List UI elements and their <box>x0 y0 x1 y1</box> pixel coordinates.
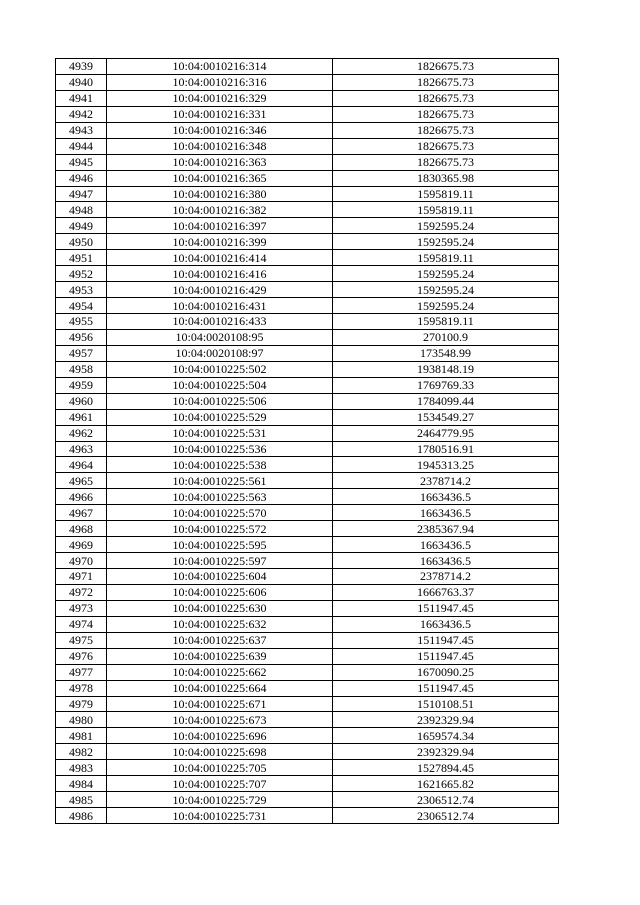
row-number-cell: 4986 <box>56 808 107 824</box>
value-cell: 1826675.73 <box>333 154 559 170</box>
cadastral-number-cell: 10:04:0010225:698 <box>107 744 333 760</box>
value-cell: 1592595.24 <box>333 298 559 314</box>
value-cell: 1784099.44 <box>333 393 559 409</box>
cadastral-number-cell: 10:04:0020108:95 <box>107 329 333 345</box>
cadastral-number-cell: 10:04:0010225:630 <box>107 600 333 616</box>
cadastral-number-cell: 10:04:0010216:329 <box>107 90 333 106</box>
value-cell: 1621665.82 <box>333 776 559 792</box>
cadastral-number-cell: 10:04:0010225:529 <box>107 409 333 425</box>
row-number-cell: 4944 <box>56 138 107 154</box>
row-number-cell: 4940 <box>56 74 107 90</box>
value-cell: 1534549.27 <box>333 409 559 425</box>
value-cell: 2378714.2 <box>333 473 559 489</box>
value-cell: 1826675.73 <box>333 59 559 75</box>
value-cell: 1592595.24 <box>333 266 559 282</box>
table-row <box>56 154 559 170</box>
value-cell: 1826675.73 <box>333 122 559 138</box>
cadastral-number-cell: 10:04:0010225:538 <box>107 457 333 473</box>
row-number-cell: 4985 <box>56 792 107 808</box>
row-number-cell: 4957 <box>56 345 107 361</box>
row-number-cell: 4946 <box>56 170 107 186</box>
cadastral-number-cell: 10:04:0010225:595 <box>107 537 333 553</box>
cadastral-number-cell: 10:04:0010225:662 <box>107 664 333 680</box>
cadastral-number-cell: 10:04:0010225:570 <box>107 505 333 521</box>
cadastral-number-cell: 10:04:0010225:664 <box>107 680 333 696</box>
table-row <box>56 473 559 489</box>
cadastral-number-cell: 10:04:0010225:731 <box>107 808 333 824</box>
cadastral-number-cell: 10:04:0010225:531 <box>107 425 333 441</box>
value-cell: 1510108.51 <box>333 696 559 712</box>
value-cell: 173548.99 <box>333 345 559 361</box>
table-row <box>56 329 559 345</box>
cadastral-number-cell: 10:04:0010216:433 <box>107 314 333 330</box>
cadastral-number-cell: 10:04:0010216:431 <box>107 298 333 314</box>
row-number-cell: 4982 <box>56 744 107 760</box>
value-cell: 1595819.11 <box>333 250 559 266</box>
row-number-cell: 4979 <box>56 696 107 712</box>
value-cell: 1595819.11 <box>333 186 559 202</box>
cadastral-number-cell: 10:04:0010225:597 <box>107 553 333 569</box>
table-row <box>56 553 559 569</box>
table-row <box>56 59 559 75</box>
table-row <box>56 696 559 712</box>
table-row <box>56 106 559 122</box>
cadastral-number-cell: 10:04:0010216:348 <box>107 138 333 154</box>
row-number-cell: 4964 <box>56 457 107 473</box>
table-row <box>56 489 559 505</box>
cadastral-number-cell: 10:04:0010225:673 <box>107 712 333 728</box>
table-row <box>56 521 559 537</box>
cadastral-number-cell: 10:04:0010216:399 <box>107 234 333 250</box>
row-number-cell: 4962 <box>56 425 107 441</box>
cadastral-number-cell: 10:04:0010225:563 <box>107 489 333 505</box>
row-number-cell: 4968 <box>56 521 107 537</box>
table-row <box>56 648 559 664</box>
cadastral-number-cell: 10:04:0010225:502 <box>107 361 333 377</box>
table-row <box>56 298 559 314</box>
cadastral-number-cell: 10:04:0010225:729 <box>107 792 333 808</box>
cadastral-number-cell: 10:04:0010225:504 <box>107 377 333 393</box>
value-cell: 1945313.25 <box>333 457 559 473</box>
cadastral-number-cell: 10:04:0010216:365 <box>107 170 333 186</box>
table-row <box>56 505 559 521</box>
table-row <box>56 808 559 824</box>
cadastral-number-cell: 10:04:0010216:382 <box>107 202 333 218</box>
table-row <box>56 74 559 90</box>
table-row <box>56 632 559 648</box>
row-number-cell: 4969 <box>56 537 107 553</box>
cadastral-number-cell: 10:04:0010216:414 <box>107 250 333 266</box>
value-cell: 1663436.5 <box>333 553 559 569</box>
value-cell: 1659574.34 <box>333 728 559 744</box>
table-row <box>56 409 559 425</box>
value-cell: 270100.9 <box>333 329 559 345</box>
table-row <box>56 393 559 409</box>
cadastral-number-cell: 10:04:0010225:707 <box>107 776 333 792</box>
row-number-cell: 4976 <box>56 648 107 664</box>
row-number-cell: 4983 <box>56 760 107 776</box>
value-cell: 1511947.45 <box>333 680 559 696</box>
table-row <box>56 441 559 457</box>
cadastral-number-cell: 10:04:0010225:536 <box>107 441 333 457</box>
row-number-cell: 4970 <box>56 553 107 569</box>
row-number-cell: 4939 <box>56 59 107 75</box>
row-number-cell: 4981 <box>56 728 107 744</box>
value-cell: 1826675.73 <box>333 74 559 90</box>
cadastral-number-cell: 10:04:0010216:429 <box>107 282 333 298</box>
value-cell: 1938148.19 <box>333 361 559 377</box>
cadastral-number-cell: 10:04:0010216:380 <box>107 186 333 202</box>
cadastral-number-cell: 10:04:0010216:314 <box>107 59 333 75</box>
table-row <box>56 728 559 744</box>
cadastral-number-cell: 10:04:0010225:506 <box>107 393 333 409</box>
value-cell: 1511947.45 <box>333 632 559 648</box>
row-number-cell: 4980 <box>56 712 107 728</box>
row-number-cell: 4943 <box>56 122 107 138</box>
row-number-cell: 4961 <box>56 409 107 425</box>
cadastral-number-cell: 10:04:0010225:671 <box>107 696 333 712</box>
cadastral-number-cell: 10:04:0010225:561 <box>107 473 333 489</box>
value-cell: 1592595.24 <box>333 234 559 250</box>
row-number-cell: 4960 <box>56 393 107 409</box>
value-cell: 1595819.11 <box>333 202 559 218</box>
row-number-cell: 4947 <box>56 186 107 202</box>
value-cell: 1670090.25 <box>333 664 559 680</box>
row-number-cell: 4942 <box>56 106 107 122</box>
row-number-cell: 4955 <box>56 314 107 330</box>
table-row <box>56 345 559 361</box>
cadastral-number-cell: 10:04:0020108:97 <box>107 345 333 361</box>
table-row <box>56 314 559 330</box>
table-row <box>56 664 559 680</box>
value-cell: 1826675.73 <box>333 106 559 122</box>
row-number-cell: 4975 <box>56 632 107 648</box>
table-row <box>56 90 559 106</box>
value-cell: 1663436.5 <box>333 616 559 632</box>
table-row <box>56 218 559 234</box>
row-number-cell: 4965 <box>56 473 107 489</box>
table-row <box>56 569 559 585</box>
value-cell: 1769769.33 <box>333 377 559 393</box>
value-cell: 1826675.73 <box>333 138 559 154</box>
row-number-cell: 4956 <box>56 329 107 345</box>
table-row <box>56 377 559 393</box>
value-cell: 1663436.5 <box>333 489 559 505</box>
data-table <box>55 58 559 824</box>
value-cell: 2306512.74 <box>333 792 559 808</box>
document-page <box>55 58 558 824</box>
table-row <box>56 170 559 186</box>
cadastral-number-cell: 10:04:0010216:316 <box>107 74 333 90</box>
table-row <box>56 792 559 808</box>
table-row <box>56 266 559 282</box>
cadastral-number-cell: 10:04:0010225:637 <box>107 632 333 648</box>
value-cell: 1511947.45 <box>333 648 559 664</box>
cadastral-number-cell: 10:04:0010216:331 <box>107 106 333 122</box>
table-row <box>56 600 559 616</box>
cadastral-number-cell: 10:04:0010225:632 <box>107 616 333 632</box>
table-row <box>56 616 559 632</box>
table-row <box>56 186 559 202</box>
data-table-body <box>56 59 559 824</box>
table-row <box>56 744 559 760</box>
cadastral-number-cell: 10:04:0010225:696 <box>107 728 333 744</box>
value-cell: 1592595.24 <box>333 282 559 298</box>
value-cell: 1663436.5 <box>333 537 559 553</box>
table-row <box>56 712 559 728</box>
value-cell: 2392329.94 <box>333 712 559 728</box>
row-number-cell: 4952 <box>56 266 107 282</box>
cadastral-number-cell: 10:04:0010216:397 <box>107 218 333 234</box>
table-row <box>56 680 559 696</box>
table-row <box>56 776 559 792</box>
cadastral-number-cell: 10:04:0010225:604 <box>107 569 333 585</box>
row-number-cell: 4967 <box>56 505 107 521</box>
table-row <box>56 282 559 298</box>
cadastral-number-cell: 10:04:0010225:639 <box>107 648 333 664</box>
row-number-cell: 4951 <box>56 250 107 266</box>
row-number-cell: 4941 <box>56 90 107 106</box>
cadastral-number-cell: 10:04:0010216:416 <box>107 266 333 282</box>
value-cell: 2392329.94 <box>333 744 559 760</box>
table-row <box>56 202 559 218</box>
table-row <box>56 584 559 600</box>
row-number-cell: 4959 <box>56 377 107 393</box>
value-cell: 2464779.95 <box>333 425 559 441</box>
row-number-cell: 4963 <box>56 441 107 457</box>
value-cell: 1780516.91 <box>333 441 559 457</box>
cadastral-number-cell: 10:04:0010216:346 <box>107 122 333 138</box>
row-number-cell: 4958 <box>56 361 107 377</box>
row-number-cell: 4978 <box>56 680 107 696</box>
value-cell: 2306512.74 <box>333 808 559 824</box>
row-number-cell: 4945 <box>56 154 107 170</box>
row-number-cell: 4949 <box>56 218 107 234</box>
cadastral-number-cell: 10:04:0010225:572 <box>107 521 333 537</box>
value-cell: 1592595.24 <box>333 218 559 234</box>
row-number-cell: 4973 <box>56 600 107 616</box>
row-number-cell: 4953 <box>56 282 107 298</box>
value-cell: 1830365.98 <box>333 170 559 186</box>
value-cell: 1511947.45 <box>333 600 559 616</box>
value-cell: 1527894.45 <box>333 760 559 776</box>
row-number-cell: 4972 <box>56 584 107 600</box>
table-row <box>56 457 559 473</box>
value-cell: 1595819.11 <box>333 314 559 330</box>
row-number-cell: 4966 <box>56 489 107 505</box>
row-number-cell: 4954 <box>56 298 107 314</box>
value-cell: 1666763.37 <box>333 584 559 600</box>
row-number-cell: 4977 <box>56 664 107 680</box>
value-cell: 2378714.2 <box>333 569 559 585</box>
row-number-cell: 4984 <box>56 776 107 792</box>
row-number-cell: 4974 <box>56 616 107 632</box>
cadastral-number-cell: 10:04:0010225:606 <box>107 584 333 600</box>
cadastral-number-cell: 10:04:0010216:363 <box>107 154 333 170</box>
table-row <box>56 250 559 266</box>
table-row <box>56 138 559 154</box>
value-cell: 1663436.5 <box>333 505 559 521</box>
table-row <box>56 425 559 441</box>
row-number-cell: 4971 <box>56 569 107 585</box>
table-row <box>56 537 559 553</box>
table-row <box>56 760 559 776</box>
table-row <box>56 361 559 377</box>
value-cell: 2385367.94 <box>333 521 559 537</box>
table-row <box>56 234 559 250</box>
value-cell: 1826675.73 <box>333 90 559 106</box>
cadastral-number-cell: 10:04:0010225:705 <box>107 760 333 776</box>
row-number-cell: 4950 <box>56 234 107 250</box>
table-row <box>56 122 559 138</box>
row-number-cell: 4948 <box>56 202 107 218</box>
